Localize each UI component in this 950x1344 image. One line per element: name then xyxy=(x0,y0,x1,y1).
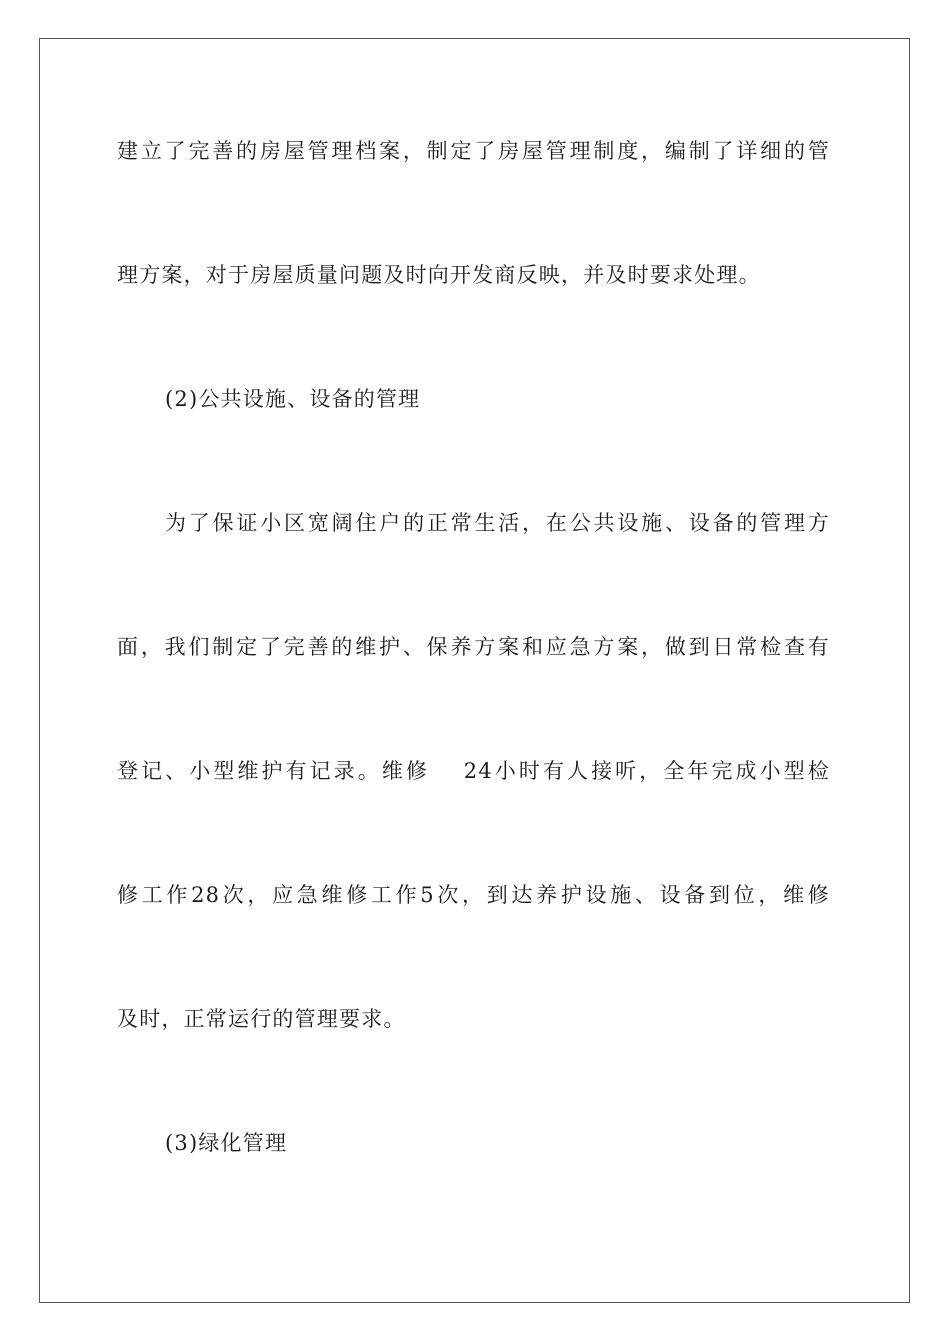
paragraph-line: 建立了完善的房屋管理档案，制定了房屋管理制度，编制了详细的管 xyxy=(117,139,830,163)
page-border xyxy=(39,38,910,1303)
section-heading-3: (3)绿化管理 xyxy=(165,1131,288,1155)
paragraph-line: 面，我们制定了完善的维护、保养方案和应急方案，做到日常检查有 xyxy=(117,635,830,659)
paragraph-line: 登记、小型维护有记录。维修 24小时有人接听，全年完成小型检 xyxy=(117,759,830,783)
section-heading-2: (2)公共设施、设备的管理 xyxy=(165,387,421,411)
paragraph-line: 为了保证小区宽阔住户的正常生活，在公共设施、设备的管理方 xyxy=(165,511,830,535)
paragraph-line: 修工作28次，应急维修工作5次，到达养护设施、设备到位，维修 xyxy=(117,883,830,907)
paragraph-line: 及时，正常运行的管理要求。 xyxy=(117,1007,406,1031)
paragraph-line: 理方案，对于房屋质量问题及时向开发商反映，并及时要求处理。 xyxy=(117,263,761,287)
